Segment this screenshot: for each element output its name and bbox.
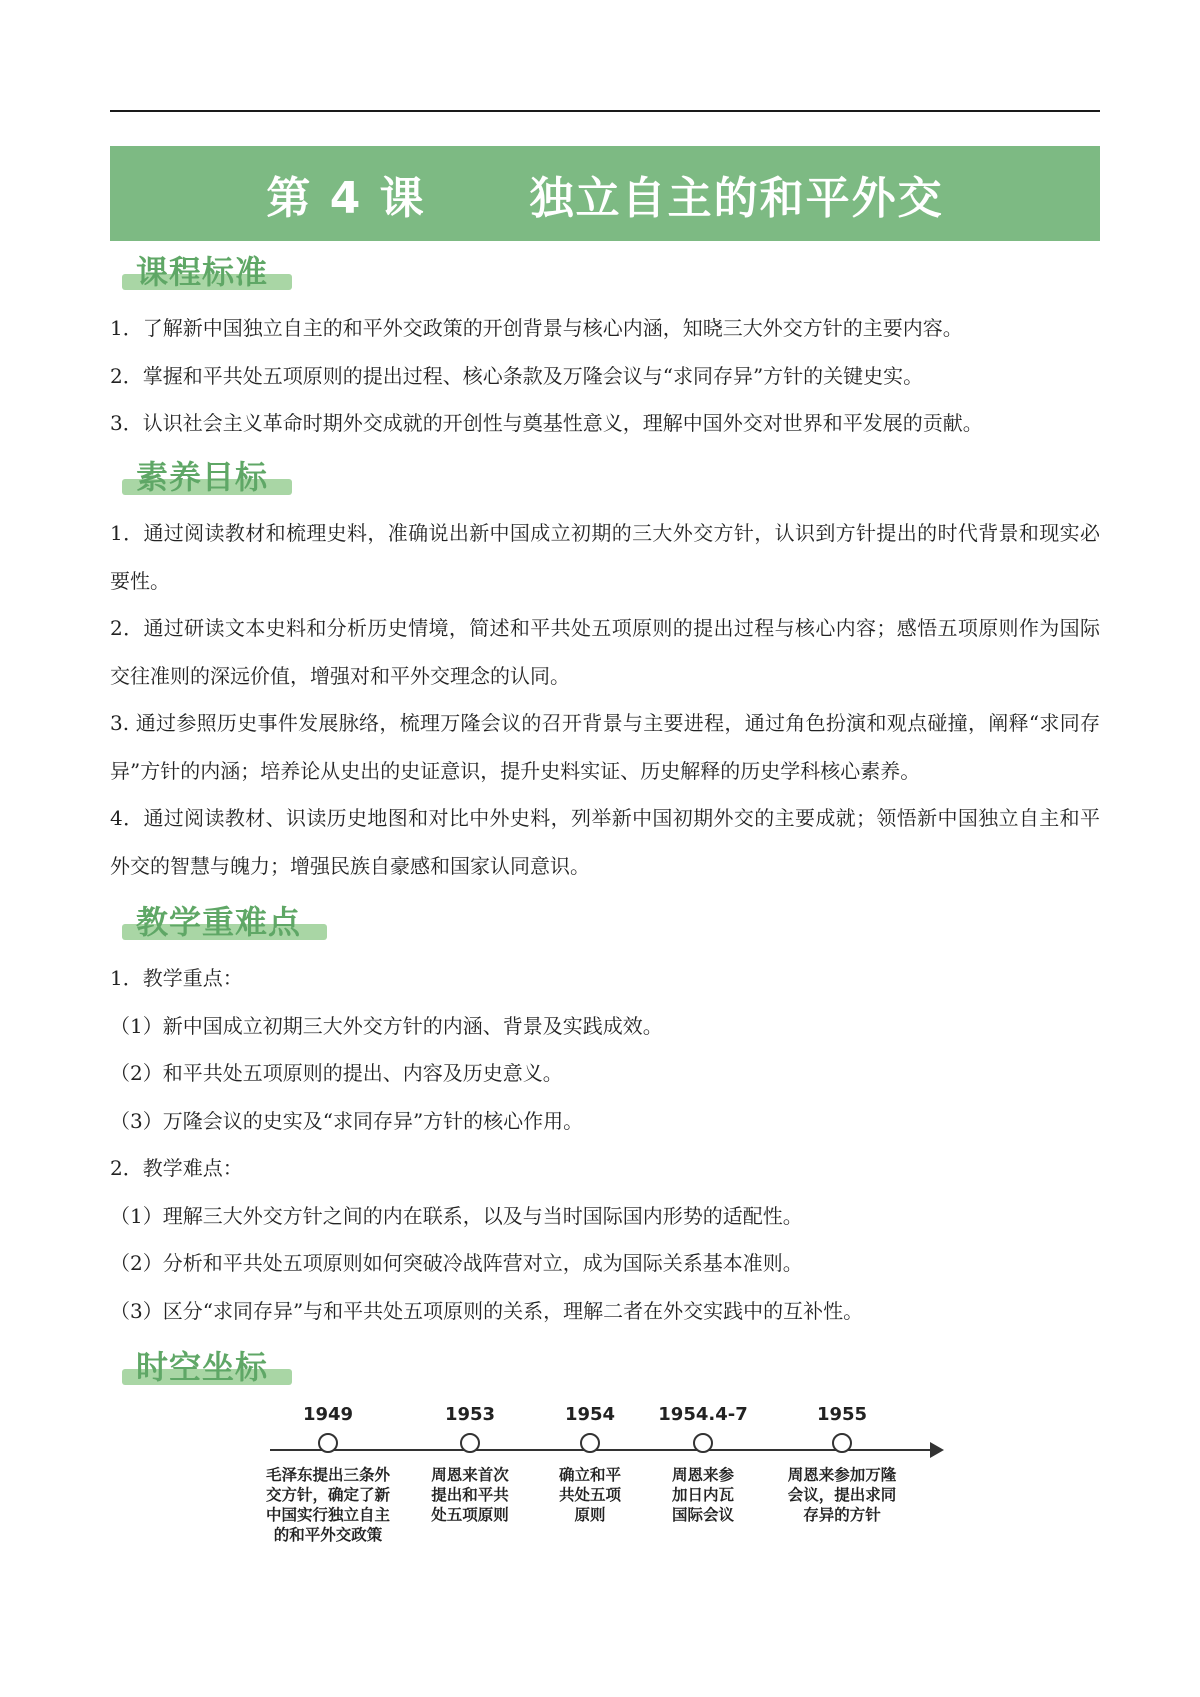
timeline-description-line: 会议，提出求同	[787, 1486, 897, 1504]
timeline-event	[400, 1400, 540, 1525]
timeline-description-line: 处五项原则	[431, 1506, 509, 1524]
section-heading-literacy-goals	[122, 455, 268, 499]
list-item: 1．教学重点：	[110, 966, 243, 990]
timeline-description-line: 提出和平共	[431, 1486, 509, 1504]
list-item: 3. 通过参照历史事件发展脉络，梳理万隆会议的召开背景与主要进程，通过角色扮演和观点碰撞，阐释“求同存异”方针的内涵；培养论从史出的史证意识，提升史料实证、历史解释的历史学科核心素养。	[110, 711, 1100, 783]
section-heading-label: 时空坐标	[136, 1348, 269, 1386]
timeline-description	[420, 1465, 520, 1525]
top-rule	[110, 110, 1100, 112]
list-item: 3．认识社会主义革命时期外交成就的开创性与奠基性意义，理解中国外交对世界和平发展的贡献。	[110, 411, 983, 435]
timeline-description-line: 交方针，确定了新	[265, 1486, 390, 1504]
timeline-arrow-icon	[930, 1442, 944, 1458]
section-heading-label: 课程标准	[136, 253, 269, 291]
timeline-description-line: 中国实行独立自主	[265, 1506, 390, 1524]
curriculum-standards-list	[110, 305, 1100, 448]
section-heading-label: 素养目标	[136, 458, 269, 496]
timeline-description-line: 确立和平	[558, 1466, 621, 1484]
timeline-event	[633, 1400, 773, 1525]
section-heading-curriculum-standards	[122, 250, 268, 294]
section-heading-timeline	[122, 1345, 268, 1389]
timeline-node-icon	[832, 1433, 852, 1453]
timeline-description-line: 共处五项	[558, 1486, 621, 1504]
timeline-description-line: 加日内瓦	[671, 1486, 734, 1504]
timeline-node-icon	[580, 1433, 600, 1453]
timeline-description	[777, 1465, 907, 1525]
timeline-node-icon	[693, 1433, 713, 1453]
timeline-year: 1955	[816, 1404, 868, 1425]
timeline-node-icon	[318, 1433, 338, 1453]
list-item: （2）和平共处五项原则的提出、内容及历史意义。	[110, 1061, 563, 1085]
timeline-description	[550, 1465, 630, 1525]
timeline-year: 1954.4-7	[658, 1404, 748, 1425]
timeline-year: 1954	[564, 1404, 616, 1425]
list-item: 4．通过阅读教材、识读历史地图和对比中外史料，列举新中国初期外交的主要成就；领悟新中国独立自主和平外交的智慧与魄力；增强民族自豪感和国家认同意识。	[110, 806, 1100, 878]
timeline-year: 1949	[302, 1404, 354, 1425]
timeline-description	[258, 1465, 398, 1545]
timeline-year: 1953	[444, 1404, 496, 1425]
timeline-event	[772, 1400, 912, 1525]
timeline-description-line: 周恩来参加万隆	[787, 1466, 897, 1484]
timeline-node-icon	[460, 1433, 480, 1453]
list-item: 2．掌握和平共处五项原则的提出过程、核心条款及万隆会议与“求同存异”方针的关键史实。	[110, 363, 924, 388]
list-item: 1．了解新中国独立自主的和平外交政策的开创背景与核心内涵，知晓三大外交方针的主要内容。	[110, 316, 963, 340]
timeline-description-line: 国际会议	[671, 1506, 734, 1524]
list-item: 1．通过阅读教材和梳理史料，准确说出新中国成立初期的三大外交方针，认识到方针提出的时代背景和现实必要性。	[110, 521, 1100, 593]
key-difficult-points-list	[110, 955, 1100, 1335]
list-item: 2．教学难点：	[110, 1156, 243, 1180]
timeline-description-line: 毛泽东提出三条外	[265, 1466, 390, 1484]
list-item: （3）万隆会议的史实及“求同存异”方针的核心作用。	[110, 1108, 584, 1133]
lesson-title-banner	[110, 146, 1100, 241]
timeline	[260, 1400, 960, 1580]
timeline-description-line: 的和平外交政策	[273, 1526, 383, 1544]
lesson-title: 第 4 课 独立自主的和平外交	[266, 172, 944, 224]
timeline-description	[663, 1465, 743, 1525]
section-heading-label: 教学重难点	[136, 903, 302, 941]
list-item: （1）新中国成立初期三大外交方针的内涵、背景及实践成效。	[110, 1013, 663, 1038]
timeline-description-line: 存异的方针	[803, 1506, 881, 1524]
section-heading-key-difficult-points	[122, 900, 301, 944]
list-item: 2．通过研读文本史料和分析历史情境，简述和平共处五项原则的提出过程与核心内容；感悟五项原则作为国际交往准则的深远价值，增强对和平外交理念的认同。	[110, 616, 1100, 688]
literacy-goals-list	[110, 510, 1100, 890]
timeline-description-line: 周恩来首次	[431, 1466, 509, 1484]
timeline-description-line: 周恩来参	[671, 1466, 734, 1484]
list-item: （1）理解三大外交方针之间的内在联系，以及与当时国际国内形势的适配性。	[110, 1203, 803, 1228]
list-item: （2）分析和平共处五项原则如何突破冷战阵营对立，成为国际关系基本准则。	[110, 1251, 803, 1275]
timeline-event	[258, 1400, 398, 1545]
list-item: （3）区分“求同存异”与和平共处五项原则的关系，理解二者在外交实践中的互补性。	[110, 1298, 864, 1323]
timeline-description-line: 原则	[574, 1506, 606, 1524]
